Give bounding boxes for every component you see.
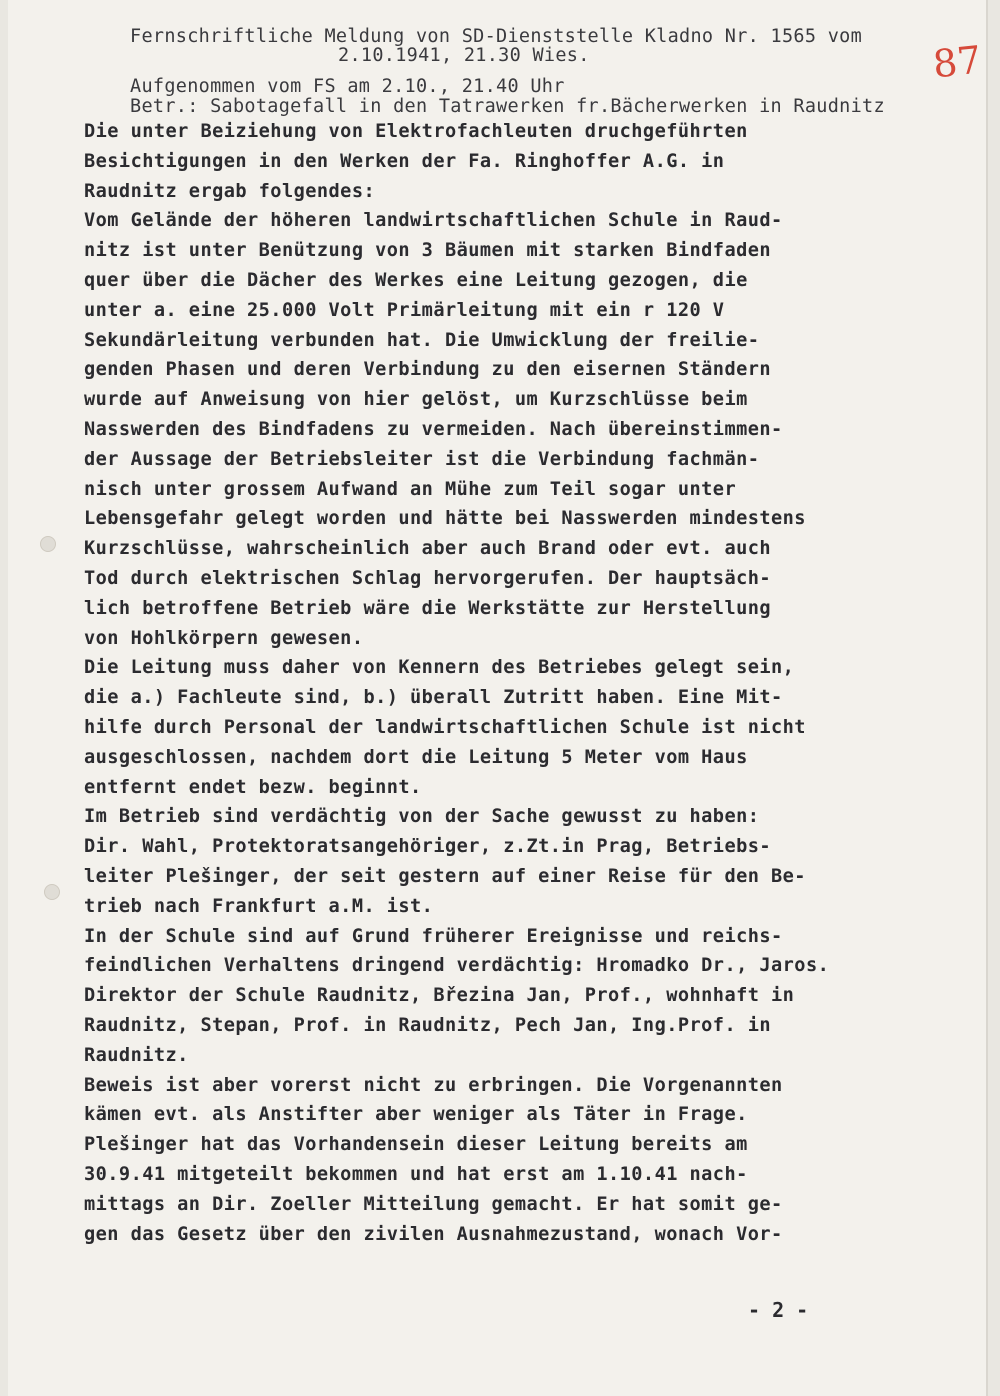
body-line: wurde auf Anweisung von hier gelöst, um Kurzschlüsse beim <box>84 389 748 411</box>
punch-hole <box>40 536 56 552</box>
archive-number-stamp: 87 <box>930 37 984 87</box>
body-line: unter a. eine 25.000 Volt Primärleitung mit ein r 120 V <box>84 299 725 321</box>
body-line: genden Phasen und deren Verbindung zu den eisernen Ständern <box>84 359 772 381</box>
header-line-3: Aufgenommen vom FS am 2.10., 21.40 Uhr <box>130 76 565 97</box>
page-number: - 2 - <box>748 1298 809 1322</box>
body-line: Die unter Beiziehung von Elektrofachleuten druchgeführten <box>84 121 748 142</box>
body-line: Lebensgefahr gelegt worden und hätte bei Nasswerden mindestens <box>84 508 806 530</box>
punch-hole <box>44 884 60 900</box>
body-line: In der Schule sind auf Grund früherer Ereignisse und reichs- <box>84 925 783 947</box>
body-line: trieb nach Frankfurt a.M. ist. <box>84 895 434 917</box>
body-line: Raudnitz. <box>84 1044 189 1066</box>
body-line: 30.9.41 mitgeteilt bekommen und hat erst am 1.10.41 nach- <box>84 1164 748 1185</box>
body-line: Im Betrieb sind verdächtig von der Sache gewusst zu haben: <box>84 806 760 828</box>
body-line: Raudnitz, Stepan, Prof. in Raudnitz, Pech Jan, Ing.Prof. in <box>84 1015 772 1036</box>
header-line-1: Fernschriftliche Meldung von SD-Dienststelle Kladno Nr. 1565 vom <box>130 26 863 47</box>
body-line: gen das Gesetz über den zivilen Ausnahmezustand, wonach Vor- <box>84 1223 783 1245</box>
body-line: Beweis ist aber vorerst nicht zu erbringen. Die Vorgenannten <box>84 1074 783 1096</box>
body-line: ausgeschlossen, nachdem dort die Leitung 5 Meter vom Haus <box>84 746 748 768</box>
body-line: Kurzschlüsse, wahrscheinlich aber auch Brand oder evt. auch <box>84 538 772 560</box>
body-line: Tod durch elektrischen Schlag hervorgerufen. Der hauptsäch- <box>84 568 772 589</box>
body-line: Direktor der Schule Raudnitz, Březina Jan, Prof., wohnhaft in <box>84 985 795 1007</box>
header-line-2: 2.10.1941, 21.30 Wies. <box>338 45 590 66</box>
body-line: Besichtigungen in den Werken der Fa. Ringhoffer A.G. in <box>84 150 725 172</box>
body-line: nitz ist unter Benützung von 3 Bäumen mit starken Bindfaden <box>84 240 772 262</box>
body-line: lich betroffene Betrieb wäre die Werkstätte zur Herstellung <box>84 597 772 619</box>
body-line: Dir. Wahl, Protektoratsangehöriger, z.Zt.in Prag, Betriebs- <box>84 836 772 858</box>
body-line: hilfe durch Personal der landwirtschaftlichen Schule ist nicht <box>84 717 806 738</box>
body-line: von Hohlkörpern gewesen. <box>84 627 364 649</box>
body-line: Sekundärleitung verbunden hat. Die Umwicklung der freilie- <box>84 329 760 351</box>
body-line: Raudnitz ergab folgendes: <box>84 180 376 202</box>
document-page <box>8 0 988 1396</box>
body-line: entfernt endet bezw. beginnt. <box>84 776 422 798</box>
body-line: die a.) Fachleute sind, b.) überall Zutritt haben. Eine Mit- <box>84 687 783 709</box>
body-line: nisch unter grossem Aufwand an Mühe zum Teil sogar unter <box>84 478 737 500</box>
body-line: leiter Plešinger, der seit gestern auf einer Reise für den Be- <box>84 866 806 887</box>
body-line: feindlichen Verhaltens dringend verdächtig: Hromadko Dr., Jaros. <box>84 955 830 977</box>
body-line: quer über die Dächer des Werkes eine Leitung gezogen, die <box>84 270 748 291</box>
body-line: Plešinger hat das Vorhandensein dieser Leitung bereits am <box>84 1134 748 1156</box>
body-line: Vom Gelände der höheren landwirtschaftlichen Schule in Raud- <box>84 210 783 232</box>
body-line: Die Leitung muss daher von Kennern des Betriebes gelegt sein, <box>84 657 795 679</box>
header-line-4: Betr.: Sabotagefall in den Tatrawerken fr.Bächerwerken in Raudnitz <box>130 96 885 117</box>
body-line: mittags an Dir. Zoeller Mitteilung gemacht. Er hat somit ge- <box>84 1193 783 1215</box>
body-line: der Aussage der Betriebsleiter ist die Verbindung fachmän- <box>84 448 760 470</box>
body-line: kämen evt. als Anstifter aber weniger als Täter in Frage. <box>84 1104 748 1126</box>
body-line: Nasswerden des Bindfadens zu vermeiden. Nach übereinstimmen- <box>84 419 783 440</box>
